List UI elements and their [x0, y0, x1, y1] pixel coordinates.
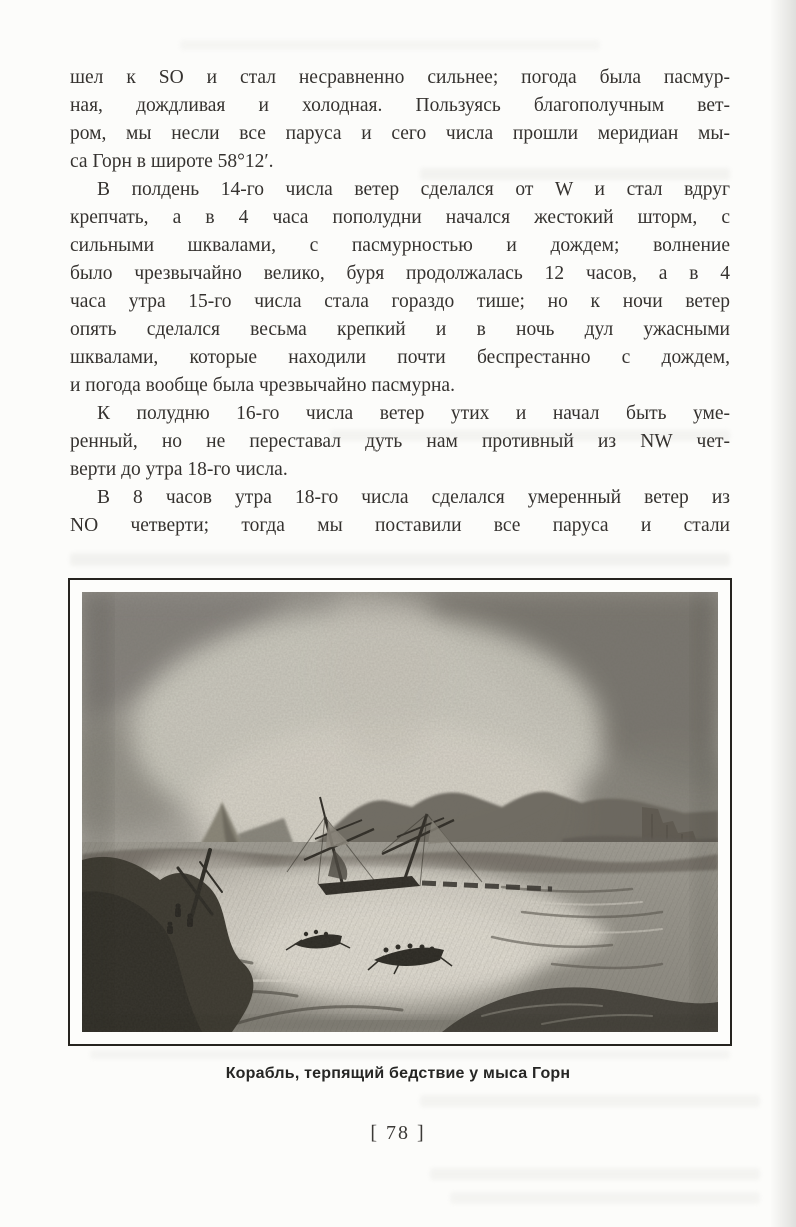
text-line: верти до утра 18-го числа.	[70, 459, 288, 480]
text-line: К полудню 16-го числа ветер утих и начал быть уме-	[97, 403, 730, 424]
page-number: [ 78 ]	[370, 1122, 426, 1144]
text-line: NO четверти; тогда мы поставили все паруса и стали	[70, 515, 730, 536]
text-line: и погода вообще была чрезвычайно пасмурна.	[70, 375, 455, 396]
text-line: В полдень 14-го числа ветер сделался от W и стал вдруг	[97, 179, 730, 200]
text-line: часа утра 15-го числа стала гораздо тише; но к ночи ветер	[70, 291, 730, 312]
show-through-artifact	[90, 1050, 730, 1059]
text-line: В 8 часов утра 18-го числа сделался умеренный ветер из	[97, 487, 730, 508]
page-edge-shadow	[770, 0, 796, 1227]
text-line: ная, дождливая и холодная. Пользуясь благополучным вет-	[70, 95, 730, 116]
text-line: крепчать, а в 4 часа пополудни начался жестокий шторм, с	[70, 207, 730, 228]
shipwreck-engraving-image	[82, 592, 718, 1032]
text-line: ренный, но не переставал дуть нам противный из NW чет-	[70, 431, 730, 452]
show-through-artifact	[70, 553, 730, 566]
show-through-artifact	[430, 1168, 760, 1180]
illustration-caption: Корабль, терпящий бедствие у мыса Горн	[225, 1065, 571, 1082]
text-line: са Горн в широте 58°12′.	[70, 151, 274, 172]
text-line: опять сделался весьма крепкий и в ночь дул ужасными	[70, 319, 730, 340]
text-line: шквалами, которые находили почти беспрестанно с дождем,	[70, 347, 730, 368]
illustration-frame	[68, 578, 732, 1046]
show-through-artifact	[450, 1192, 760, 1204]
text-line: сильными шквалами, с пасмурностью и дождем; волнение	[70, 235, 730, 256]
text-line: ром, мы несли все паруса и сего числа прошли меридиан мы-	[70, 123, 730, 144]
text-line: было чрезвычайно велико, буря продолжалась 12 часов, а в 4	[70, 263, 730, 284]
text-line: шел к SO и стал несравненно сильнее; погода была пасмур-	[70, 67, 730, 88]
text-block	[70, 64, 730, 540]
show-through-artifact	[180, 40, 600, 50]
show-through-artifact	[420, 1095, 760, 1107]
